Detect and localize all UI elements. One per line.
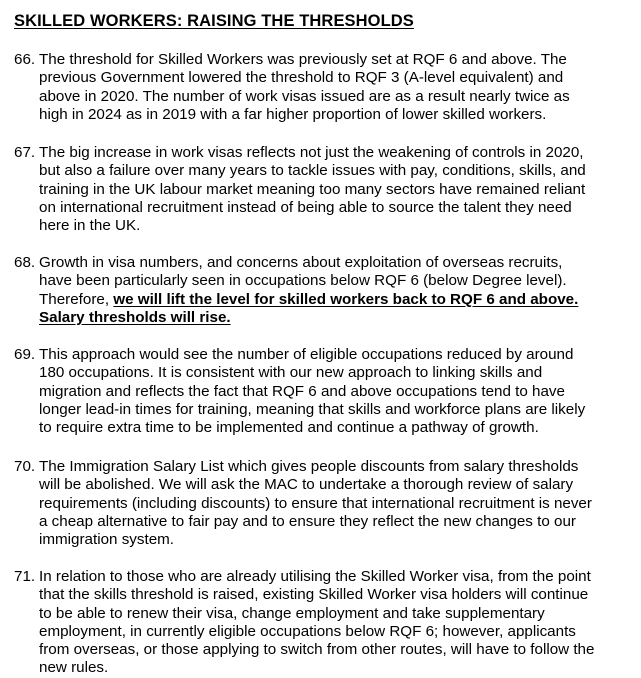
paragraph-line: In relation to those who are already utilising the Skilled Worker visa, from the point [39,568,591,585]
paragraph-body [39,568,634,678]
paragraph-line: requirements (including discounts) to ensure that international recruitment is never [39,494,592,512]
paragraph-line: high in 2024 as in 2019 with a far higher proportion of lower skilled workers. [39,105,547,123]
paragraph-line: from overseas, or those applying to switch from other routes, will have to follow the [39,641,595,659]
paragraph-number: 67. [14,144,36,161]
paragraph-line: that the skills threshold is raised, existing Skilled Worker visa holders will continue [39,586,589,604]
paragraph-line-emphasis [39,309,634,327]
paragraph-67 [14,144,634,235]
paragraph-line: This approach would see the number of eligible occupations reduced by around [39,346,574,363]
paragraph-line: here in the UK. [39,217,141,235]
paragraph-line-mixed [39,291,634,309]
plain-text: Therefore, [39,290,114,308]
paragraph-number: 71. [14,568,36,585]
paragraph-number: 69. [14,346,36,363]
paragraph-number: 70. [14,458,36,475]
paragraph-number: 66. [14,51,36,68]
paragraph-number: 68. [14,254,36,271]
paragraph-line: training in the UK labour market meaning too many sectors have remained reliant [39,180,586,198]
paragraph-line: longer lead-in times for training, meaning that skills and workforce plans are likely [39,400,586,418]
emphasis-text: Salary thresholds will rise. [39,308,231,326]
paragraph-line: a cheap alternative to fair pay and to ensure they reflect the new changes to our [39,512,576,530]
paragraph-70 [14,458,634,549]
paragraph-line: to be able to renew their visa, change employment and take supplementary [39,604,545,622]
paragraph-line: new rules. [39,659,109,677]
paragraph-line: The big increase in work visas reflects not just the weakening of controls in 2020, [39,144,584,161]
paragraph-body [39,51,634,124]
paragraph-69 [14,346,634,437]
paragraph-line: but also a failure over many years to tackle issues with pay, conditions, skills, and [39,162,586,180]
paragraph-line: The Immigration Salary List which gives people discounts from salary thresholds [39,458,579,475]
paragraph-line: immigration system. [39,531,175,549]
paragraph-line: to require extra time to be implemented and continue a pathway of growth. [39,419,539,437]
section-heading: SKILLED WORKERS: RAISING THE THRESHOLDS [14,12,414,30]
paragraph-body [39,346,634,437]
paragraph-line: employment, in currently eligible occupations below RQF 6; however, applicants [39,622,576,640]
paragraph-line: on international recruitment instead of being able to source the talent they need [39,198,572,216]
paragraph-line: previous Government lowered the threshold to RQF 3 (A-level equivalent) and [39,69,564,87]
paragraph-line: above in 2020. The number of work visas issued are as a result nearly twice as [39,87,570,105]
paragraph-line: will be abolished. We will ask the MAC to undertake a thorough review of salary [39,476,574,494]
paragraph-line: The threshold for Skilled Workers was previously set at RQF 6 and above. The [39,51,567,68]
paragraph-71 [14,568,634,678]
paragraph-66 [14,51,634,124]
paragraph-line: Growth in visa numbers, and concerns about exploitation of overseas recruits, [39,254,563,271]
paragraph-line: 180 occupations. It is consistent with our new approach to linking skills and [39,364,543,382]
paragraph-body [39,254,634,327]
paragraph-body [39,144,634,235]
emphasis-text: we will lift the level for skilled workers back to RQF 6 and above. [113,290,579,308]
paragraph-line: migration and reflects the fact that RQF 6 and above occupations tend to have [39,382,565,400]
paragraph-line: have been particularly seen in occupations below RQF 6 (below Degree level). [39,272,567,290]
paragraph-body [39,458,634,549]
paragraph-68 [14,254,634,327]
